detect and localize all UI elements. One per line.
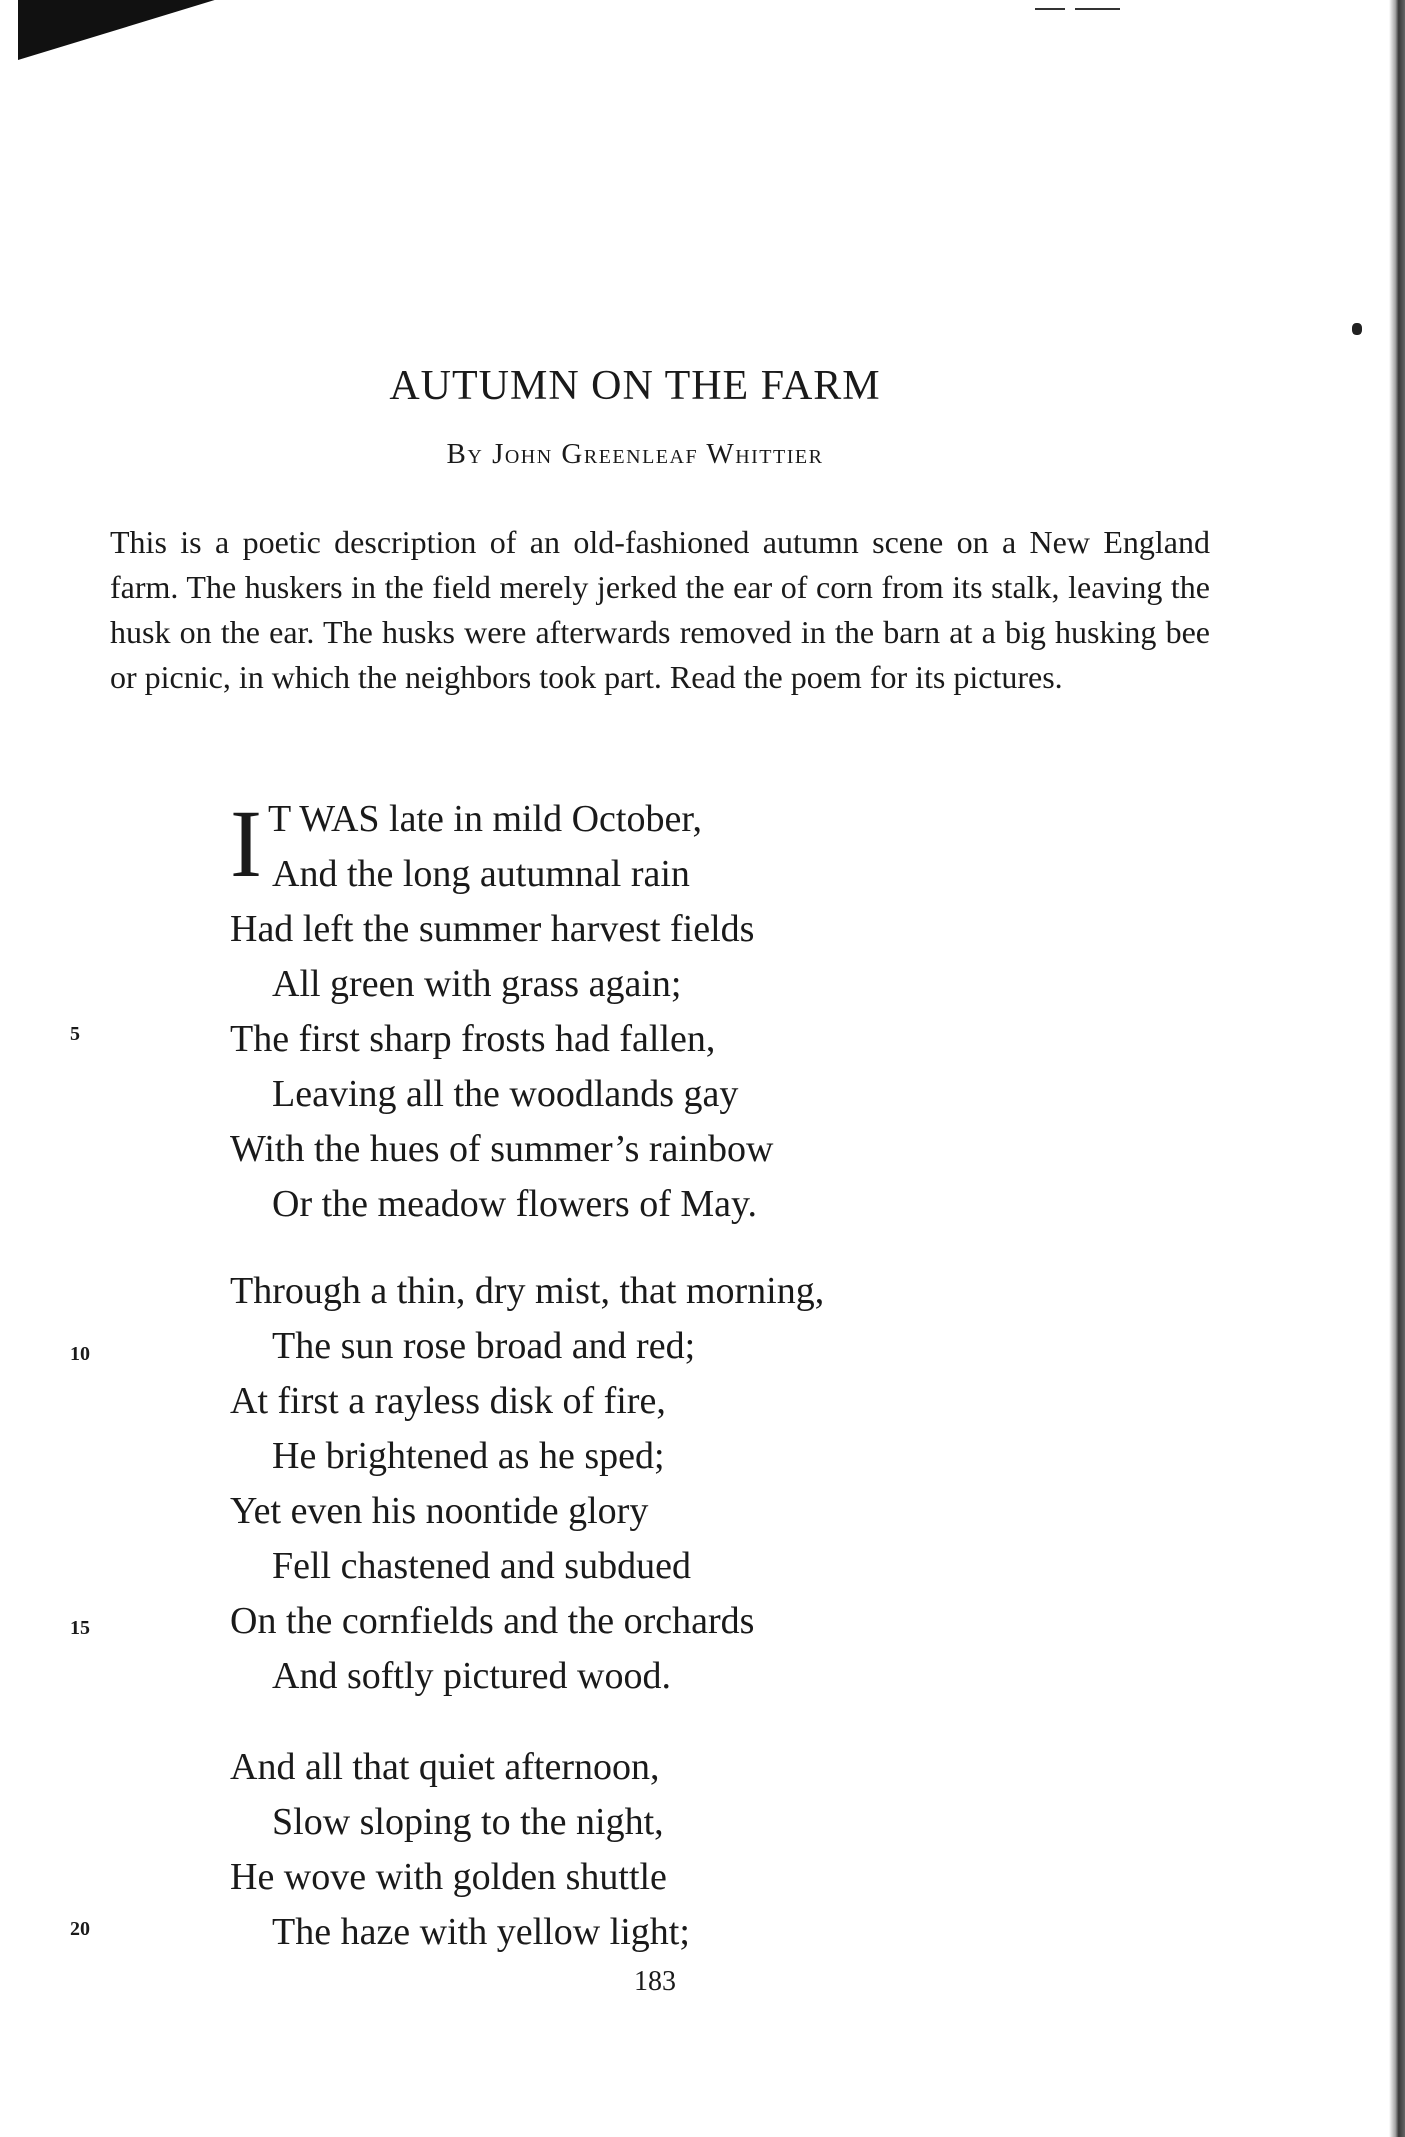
poem-line: With the hues of summer’s rainbow [230, 1128, 774, 1170]
scan-corner-mark [18, 0, 318, 60]
intro-paragraph: This is a poetic description of an old-fashioned autumn scene on a New England farm. The huskers in the field merely jerked the ear of corn from its stalk, leaving the husk on the ear. The husks were afterwards removed in the barn at a big husking bee or picnic, in which the neighbors took part. Read the poem for its pictures. [110, 524, 1210, 695]
poem-line: On the cornfields and the orchards [230, 1600, 755, 1642]
poem-line: And the long autumnal rain [272, 853, 690, 895]
poem-line: He wove with golden shuttle [230, 1856, 667, 1898]
scan-rule-mark [1035, 8, 1065, 10]
poem-line: Yet even his noontide glory [230, 1490, 649, 1532]
poem-line: Had left the summer harvest fields [230, 908, 755, 950]
poem-title: AUTUMN ON THE FARM [389, 363, 881, 409]
stanza-2 [230, 1264, 1130, 1704]
poem-line: The sun rose broad and red; [272, 1325, 696, 1367]
poem-line: Leaving all the woodlands gay [272, 1073, 739, 1115]
stanza-1 [230, 792, 1130, 1232]
poem-byline: By John Greenleaf Whittier [446, 438, 824, 470]
line-number: 15 [70, 1617, 90, 1639]
poem-line: I T WAS late in mild October, [230, 790, 702, 897]
scan-speck [1352, 323, 1362, 335]
poem-line: And all that quiet afternoon, [230, 1746, 660, 1788]
scan-rule-mark [1075, 8, 1120, 10]
poem-line: All green with grass again; [272, 963, 682, 1005]
poem-line: And softly pictured wood. [272, 1655, 671, 1697]
page-number: 183 [634, 1966, 676, 1997]
poem-line: Fell chastened and subdued [272, 1545, 691, 1587]
poem-line: The first sharp frosts had fallen, [230, 1018, 716, 1060]
line-number: 10 [70, 1343, 90, 1365]
stanza-3 [230, 1740, 1130, 1960]
poem-line: Through a thin, dry mist, that morning, [230, 1270, 825, 1312]
poem-line: He brightened as he sped; [272, 1435, 665, 1477]
scan-page-edge [1389, 0, 1405, 2137]
poem-line: Slow sloping to the night, [272, 1801, 664, 1843]
line-number: 20 [70, 1918, 90, 1940]
drop-cap: I [230, 790, 262, 897]
poem-line: The haze with yellow light; [272, 1911, 690, 1953]
poem-line: Or the meadow flowers of May. [272, 1183, 758, 1225]
poem-line: At first a rayless disk of fire, [230, 1380, 666, 1422]
line-number: 5 [70, 1023, 80, 1045]
